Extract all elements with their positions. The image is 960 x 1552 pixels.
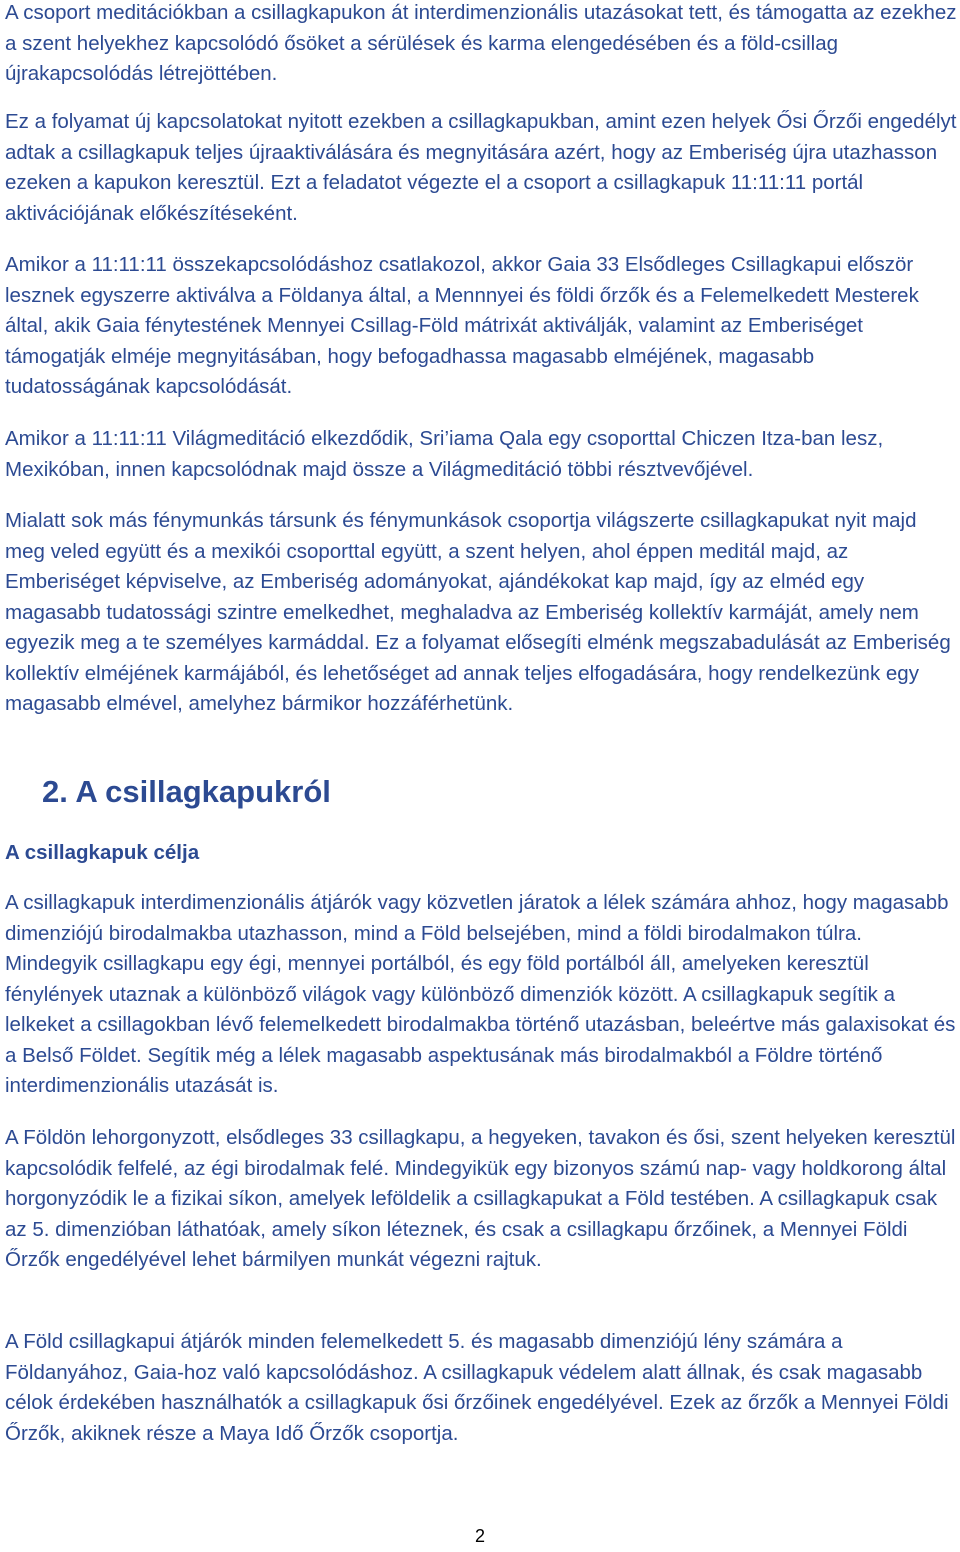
paragraph-intro: A csoport meditációkban a csillagkapukon át interdimenzionális utazásokat tett, és támogatta az ezekhez a szent helyekhez kapcsolódó ősöket a sérülések és karma elengedésében és a föld-csillag újrakapcsolódás létrejöttében. <box>5 1 957 85</box>
paragraph-new-connections: Ez a folyamat új kapcsolatokat nyitott ezekben a csillagkapukban, amint ezen helyek Ősi Őrzői engedélyt adtak a csillagkapuk teljes újraaktiválására és megnyitására azért, hogy az Emberiség újra utazhasson ezeken a kapukon keresztül. Ezt a feladatot végezte el a csoport a csillagkapuk 11:11:11 portál aktivációjának előkészítéseként. <box>5 110 957 225</box>
paragraph-anchored: A Földön lehorgonyzott, elsődleges 33 csillagkapu, a hegyeken, tavakon és ősi, szent helyeken keresztül kapcsolódik felfelé, az égi birodalmak felé. Mindegyikük egy bizonyos számú nap- vagy holdkorong által horgonyzódik le a fizikai síkon, amelyek leföldelik a csillagkapukat a Föld testében. A csillagkapuk csak az 5. dimenzióban láthatóak, amely síkon léteznek, és csak a csillagkapu őrzőinek, a Mennyei Földi Őrzők engedélyével lehet bármilyen munkát végezni rajtuk. <box>5 1126 956 1271</box>
paragraph-lightworkers: Mialatt sok más fénymunkás társunk és fénymunkások csoportja világszerte csillagkapukat nyit majd meg veled együtt és a mexikói csoporttal együtt, a szent helyen, ahol éppen meditál majd, az Emberiséget képviselve, az Emberiség adományokat, ajándékokat kap majd, így az elméd egy magasabb tudatossági szintre emelkedhet, meghaladva az Emberiség kollektív karmáját, amely nem egyezik meg a te személyes karmáddal. Ez a folyamat elősegíti elménk megszabadulását az Emberiség kollektív elméjének karmájából, és lehetőséget ad annak teljes elfogadására, hogy rendelkezünk egy magasabb elmével, amelyhez bármikor hozzáférhetünk. <box>5 509 951 715</box>
section-heading: 2. A csillagkapukról <box>42 774 331 809</box>
paragraph-world-meditation: Amikor a 11:11:11 Világmeditáció elkezdődik, Sri’iama Qala egy csoporttal Chiczen Itza-ban lesz, Mexikóban, innen kapcsolódnak majd össze a Világmeditáció többi résztvevőjével. <box>5 427 884 481</box>
subsection-heading: A csillagkapuk célja <box>5 841 200 864</box>
paragraph-purpose: A csillagkapuk interdimenzionális átjárók vagy közvetlen járatok a lélek számára ahhoz, hogy magasabb dimenziójú birodalmakba utazhasson, mind a Föld belsejében, mind a földi birodalmakon túlra. Mindegyik csillagkapu egy égi, mennyei portálból, és egy föld portálból áll, amelyeken keresztül fénylények utaznak a különböző világok vagy különböző dimenziók között. A csillagkapuk segítik a lelkeket a csillagokban lévő felemelkedett birodalmakba történő utazásban, beleértve más galaxisokat és a Belső Földet. Segítik még a lélek magasabb aspektusának más birodalmakból a Földre történő interdimenzionális utazását is. <box>5 891 956 1097</box>
paragraph-gateways: A Föld csillagkapui átjárók minden felemelkedett 5. és magasabb dimenziójú lény számára a Földanyához, Gaia-hoz való kapcsolódáshoz. A csillagkapuk védelem alatt állnak, és csak magasabb célok érdekében használhatók a csillagkapuk ősi őrzőinek engedélyével. Ezek az őrzők a Mennyei Földi Őrzők, akiknek része a Maya Idő Őrzők csoportja. <box>5 1330 949 1445</box>
paragraph-activation: Amikor a 11:11:11 összekapcsolódáshoz csatlakozol, akkor Gaia 33 Elsődleges Csillagkapui először lesznek egyszerre aktiválva a Földanya által, a Mennnyei és földi őrzők és a Felemelkedett Mesterek által, akik Gaia fénytestének Mennyei Csillag-Föld mátrixát aktiválják, valamint az Emberiséget támogatják elméje megnyitásában, hogy befogadhassa magasabb elméjének, magasabb tudatosságának kapcsolódását. <box>5 253 919 398</box>
page-number: 2 <box>474 1526 485 1546</box>
